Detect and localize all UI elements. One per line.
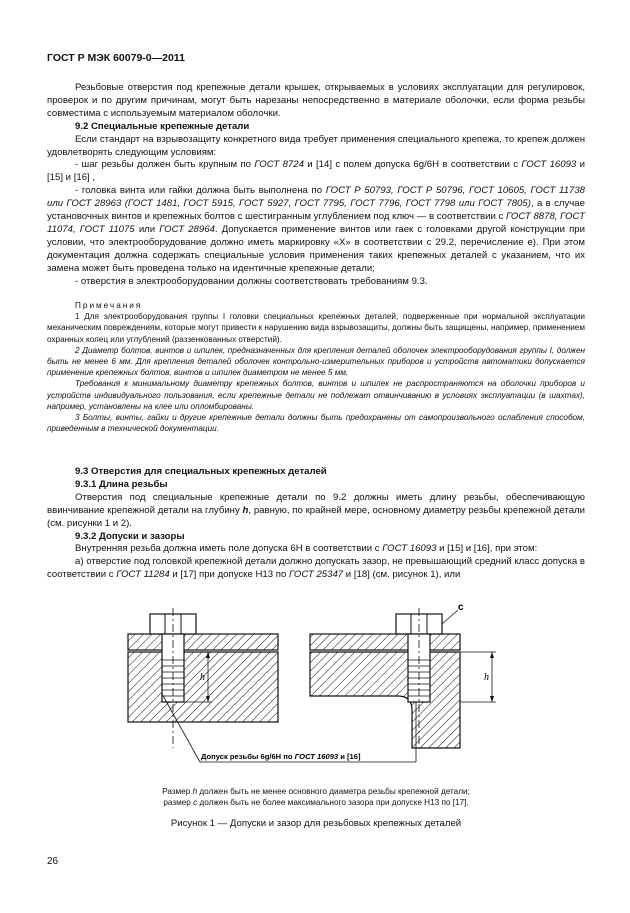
left-dim-h-label: h	[200, 672, 205, 683]
note-1: 1 Для электрооборудования группы I головки специальных крепежных деталей, подверженные при нормальной эксплуатации механическим повреждениям, которые могут привести к нарушению вида взрывозащиты, должны быть защищены, например, применением охранных колец или углублений (раззенкованных отверстий).	[47, 312, 585, 344]
notes-block	[47, 300, 585, 434]
bullet-holes: - отверстия в электрооборудовании должны соответствовать требованиям 9.3.	[75, 275, 428, 287]
intro-paragraph: Резьбовые отверстия под крепежные детали крышек, открываемых в условиях эксплуатации для регулировок, проверок и по другим причинам, могут быть нарезаны непосредственно в материале оболочки, если форма резьбы совместима с используемым материалом оболочки.	[47, 82, 585, 119]
document-header: ГОСТ Р МЭК 60079-0—2011	[47, 52, 185, 64]
section-9-3-1-title: 9.3.1 Длина резьбы	[75, 478, 168, 490]
text-block-9-3	[47, 466, 585, 582]
clearance-c-label: с	[458, 602, 464, 613]
tolerance-label: Допуск резьбы 6g/6H по ГОСТ 16093 и [16]	[201, 752, 361, 761]
section-9-3-2-title: 9.3.2 Допуски и зазоры	[75, 530, 185, 542]
text-block-top	[47, 82, 585, 289]
section-9-3-2-paragraph: Внутренняя резьба должна иметь поле допуска 6H в соответствии с ГОСТ 16093 и [15] и [16], при этом:	[75, 543, 538, 555]
note-2a: 2 Диаметр болтов, винтов и шпилек, предназначенных для крепления деталей оболочек электрооборудования группы I, должен быть не менее 6 мм. Для крепления деталей оболочек контрольно-измерительных приборов и устройств автоматики допускается применение крепежных болтов, винтов и шпилек диаметром не менее 5 мм.	[47, 345, 585, 378]
left-cover-plate	[128, 634, 278, 650]
left-fastener-detail	[128, 608, 278, 748]
section-9-2-title: 9.2 Специальные крепежные детали	[75, 120, 250, 132]
right-cover-plate	[310, 634, 460, 650]
notes-title: Примечания	[75, 301, 143, 310]
bullet-thread-pitch: - шаг резьбы должен быть крупным по ГОСТ 8724 и [14] с полем допуска 6g/6H в соответствии с ГОСТ 16093 и [15] и [16] ,	[47, 159, 585, 184]
note-2b: Требования к минимальному диаметру крепежных болтов, винтов и шпилек не распространяются на оболочки приборов и устройств индивидуального пользования, если крепежные детали не подлежат отвинчиванию в условиях эксплуатации (в шахтах), например, установлены на клее или опломбированы.	[47, 379, 585, 411]
right-body	[310, 652, 460, 748]
right-dim-h-label: h	[484, 672, 489, 683]
figure-caption: Рисунок 1 — Допуски и зазор для резьбовых крепежных деталей	[170, 818, 462, 829]
figure-notes	[47, 786, 585, 808]
figure-1-drawing	[120, 598, 520, 773]
right-fastener-detail	[310, 602, 496, 748]
item-a: а) отверстие под головкой крепежной детали должно допускать зазор, не превышающий средний класс допуска в соответствии с ГОСТ 11284 и [17] при допуске H13 по ГОСТ 25347 и [18] (см. рисунок 1), или	[47, 556, 585, 581]
section-9-3-title: 9.3 Отверстия для специальных крепежных деталей	[75, 466, 327, 477]
bullet-screw-head: - головка винта или гайки должна быть выполнена по ГОСТ Р 50793, ГОСТ Р 50796, ГОСТ 10605, ГОСТ 11738 или ГОСТ 28963 (ГОСТ 1481, ГОСТ 5915, ГОСТ 5927, ГОСТ 7795, ГОСТ 7796, ГОСТ 7798 или ГОСТ 7805), а в случае установочных винтов и крепежных болтов с шестигранным углублением под ключ — в соответствии с ГОСТ 8878, ГОСТ 11074, ГОСТ 11075 или ГОСТ 28964. Допускается применение винтов или гаек с головками другой конструкции при условии, что электрооборудование должно иметь маркировку «X» в соответствии с 29.2, перечисление е). При этом документация должна содержать специальные условия применения таких крепежных деталей с указанием, что их замена может быть проведена только на идентичные крепежные детали;	[47, 185, 585, 274]
note-3: 3 Болты, винты, гайки и другие крепежные детали должны быть предохранены от самопроизвольного ослабления способом, приведенным в технической документации.	[47, 413, 585, 434]
left-body	[128, 652, 278, 722]
figure-note-2: размер с должен быть не более максимального зазора при допуске H13 по [17].	[163, 798, 469, 808]
page-number: 26	[47, 856, 59, 867]
section-9-3-1-paragraph: Отверстия под специальные крепежные детали по 9.2 должны иметь длину резьбы, обеспечивающую ввинчивание крепежной детали на глубину h, равную, по крайней мере, основному диаметру резьбы крепежной детали (см. рисунки 1 и 2).	[47, 491, 585, 529]
section-9-2-paragraph: Если стандарт на взрывозащиту конкретного вида требует применения специального крепежа, то крепеж должен удовлетворять следующим условиям:	[47, 133, 585, 158]
clearance-leader	[442, 610, 458, 624]
figure-note-1: Размер h должен быть не менее основного диаметра резьбы крепежной детали;	[162, 787, 470, 796]
